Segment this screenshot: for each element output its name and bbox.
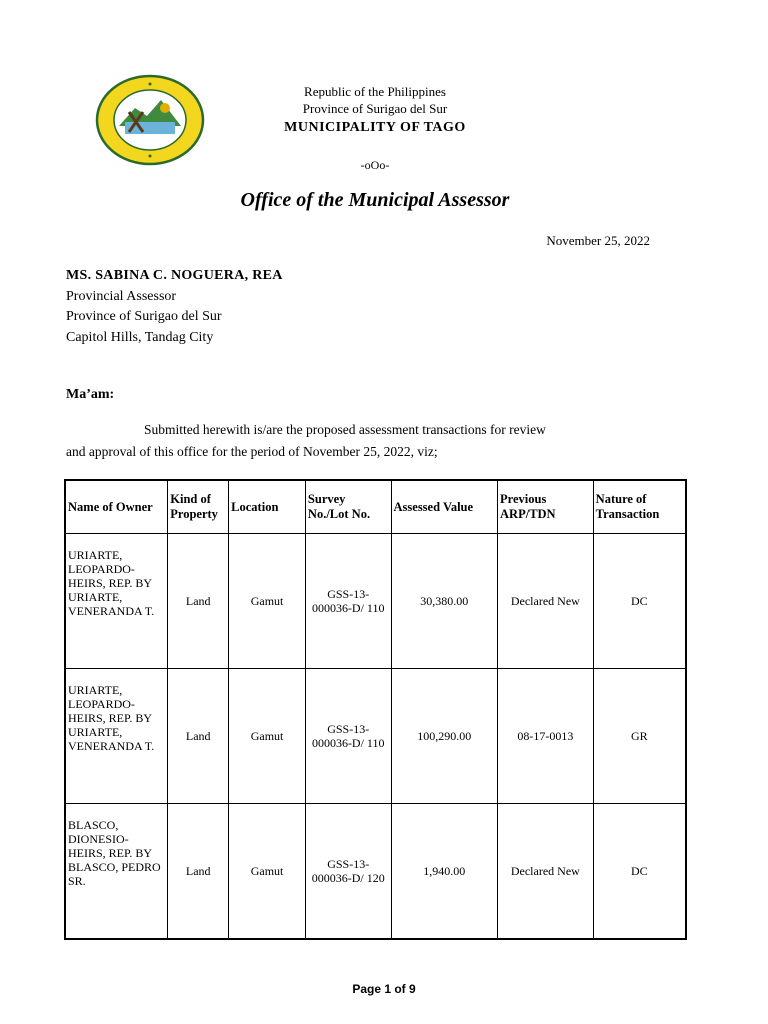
cell-kind: Land [168,804,229,940]
cell-nature: DC [593,804,686,940]
addressee-title: Provincial Assessor [66,289,177,304]
col-header-previous: Previous ARP/TDN [498,480,594,534]
cell-nature: DC [593,534,686,669]
col-header-nature: Nature of Transaction [593,480,686,534]
addressee-name: MS. SABINA C. NOGUERA, REA [66,268,283,283]
cell-survey: GSS-13-000036-D/ 120 [305,804,391,940]
col-header-kind: Kind of Property [168,480,229,534]
col-header-survey: Survey No./Lot No. [305,480,391,534]
cell-owner: URIARTE, LEOPARDO-HEIRS, REP. BY URIARTE, VENERANDA T. [65,669,168,804]
cell-previous: Declared New [498,534,594,669]
addressee-address: Capitol Hills, Tandag City [66,330,214,345]
table-row [65,669,686,804]
cell-location: Gamut [229,534,306,669]
page-number: Page 1 of 9 [352,982,416,996]
body-line-1: Submitted herewith is/are the proposed assessment transactions for review [144,422,546,437]
cell-previous: 08-17-0013 [498,669,594,804]
body-line-2: and approval of this office for the period of November 25, 2022, viz; [66,444,438,459]
cell-assessed: 100,290.00 [391,669,498,804]
header-province: Province of Surigao del Sur [302,101,448,116]
cell-owner: BLASCO, DIONESIO-HEIRS, REP. BY BLASCO, PEDRO SR. [65,804,168,940]
header-municipality: MUNICIPALITY OF TAGO [284,120,466,135]
header-republic: Republic of the Philippines [304,84,446,99]
cell-kind: Land [168,534,229,669]
table-row [65,804,686,940]
table-row [65,534,686,669]
cell-nature: GR [593,669,686,804]
salutation: Ma’am: [66,387,115,402]
table-header-row [65,480,686,534]
header-separator: -oOo- [360,158,390,172]
col-header-owner: Name of Owner [65,480,168,534]
cell-previous: Declared New [498,804,594,940]
transactions-table [64,479,687,940]
office-title: Office of the Municipal Assessor [240,189,510,211]
cell-kind: Land [168,669,229,804]
addressee-province: Province of Surigao del Sur [66,309,222,324]
cell-assessed: 1,940.00 [391,804,498,940]
cell-location: Gamut [229,804,306,940]
cell-survey: GSS-13-000036-D/ 110 [305,534,391,669]
cell-assessed: 30,380.00 [391,534,498,669]
letter-date: November 25, 2022 [546,233,650,248]
cell-survey: GSS-13-000036-D/ 110 [305,669,391,804]
cell-location: Gamut [229,669,306,804]
col-header-assessed: Assessed Value [391,480,498,534]
col-header-location: Location [229,480,306,534]
cell-owner: URIARTE, LEOPARDO-HEIRS, REP. BY URIARTE, VENERANDA T. [65,534,168,669]
